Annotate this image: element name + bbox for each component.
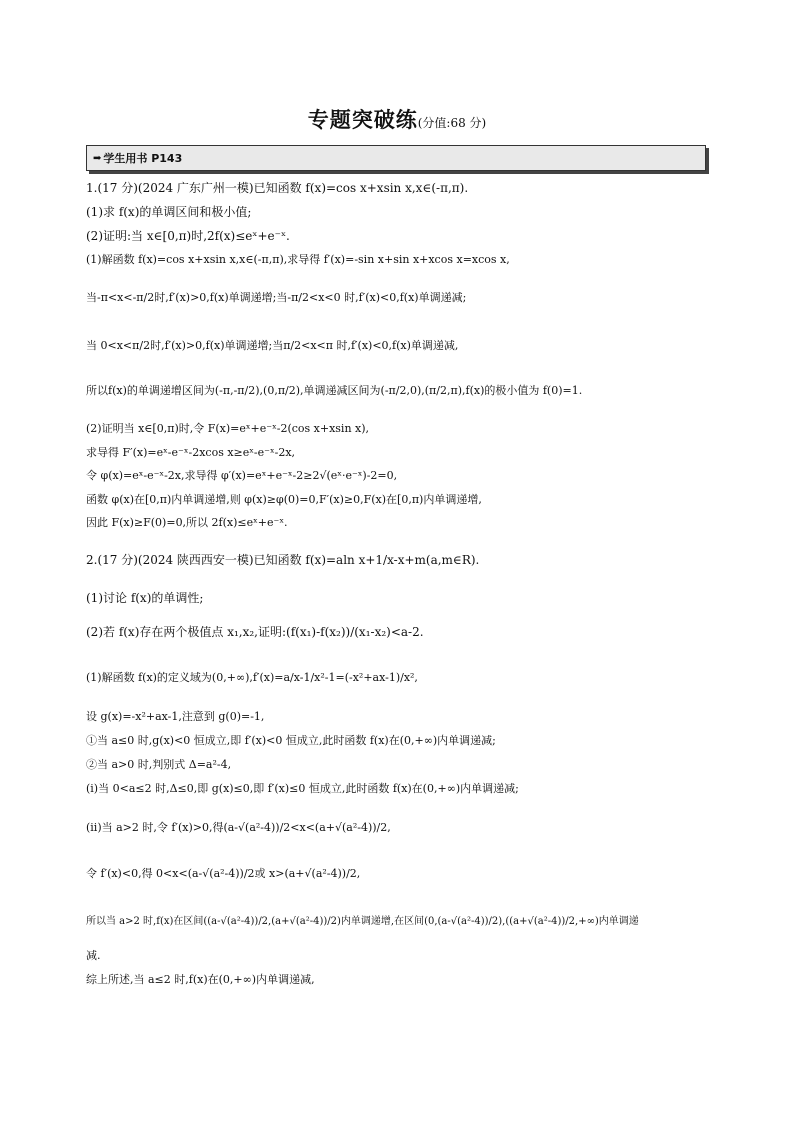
arrow-icon: ➡ [93,152,102,164]
q1-sol1: (1)解函数 f(x)=cos x+xsin x,x∈(-π,π),求导得 f′(x)=-sin x+sin x+xcos x=xcos x, [86,253,510,266]
title-score: (分值:68 分) [417,116,487,130]
q2-sol8: 所以当 a>2 时,f(x)在区间((a-√(a²-4))/2,(a+√(a²-4))/2)内单调递增,在区间(0,(a-√(a²-4))/2),((a+√(a²-4))/2,+∞)内单调递 [86,916,639,927]
q2-sol8b: 减. [86,949,101,962]
q2-stem: 2.(17 分)(2024 陕西西安一模)已知函数 f(x)=aln x+1/x-x+m(a,m∈R). [86,553,480,567]
q1-sol7: 令 φ(x)=eˣ-e⁻ˣ-2x,求导得 φ′(x)=eˣ+e⁻ˣ-2≥2√(eˣ·e⁻ˣ)-2=0, [86,469,398,482]
q1-sol5: (2)证明当 x∈[0,π)时,令 F(x)=eˣ+e⁻ˣ-2(cos x+xsin x), [86,422,370,435]
q2-sol6: (ⅱ)当 a>2 时,令 f′(x)>0,得(a-√(a²-4))/2<x<(a+√(a²-4))/2, [86,821,391,834]
q1-part2: (2)证明:当 x∈[0,π)时,2f(x)≤eˣ+e⁻ˣ. [86,229,290,243]
q1-sol9: 因此 F(x)≥F(0)=0,所以 2f(x)≤eˣ+e⁻ˣ. [86,516,288,529]
q2-sol9: 综上所述,当 a≤2 时,f(x)在(0,+∞)内单调递减, [86,973,315,986]
q2-sol7: 令 f′(x)<0,得 0<x<(a-√(a²-4))/2或 x>(a+√(a²-4))/2, [86,867,361,880]
q1-stem: 1.(17 分)(2024 广东广州一模)已知函数 f(x)=cos x+xsin x,x∈(-π,π). [86,181,469,195]
q2-sol3: ①当 a≤0 时,g(x)<0 恒成立,即 f′(x)<0 恒成立,此时函数 f(x)在(0,+∞)内单调递减; [86,734,496,747]
header-bar [86,145,706,171]
q2-part2: (2)若 f(x)存在两个极值点 x₁,x₂,证明:(f(x₁)-f(x₂))/(x₁-x₂)<a-2. [86,625,424,639]
q1-sol4: 所以f(x)的单调递增区间为(-π,-π/2),(0,π/2),单调递减区间为(-π/2,0),(π/2,π),f(x)的极小值为 f(0)=1. [86,384,583,397]
q2-part1: (1)讨论 f(x)的单调性; [86,591,204,605]
q1-sol2: 当-π<x<-π/2时,f′(x)>0,f(x)单调递增;当-π/2<x<0 时,f′(x)<0,f(x)单调递减; [86,291,467,304]
q2-sol5: (ⅰ)当 0<a≤2 时,Δ≤0,即 g(x)≤0,即 f′(x)≤0 恒成立,此时函数 f(x)在(0,+∞)内单调递减; [86,782,519,795]
q1-sol8: 函数 φ(x)在[0,π)内单调递增,则 φ(x)≥φ(0)=0,F′(x)≥0,F(x)在[0,π)内单调递增, [86,493,482,506]
page-title [0,104,794,134]
q2-sol4: ②当 a>0 时,判别式 Δ=a²-4, [86,758,232,771]
q1-sol3: 当 0<x<π/2时,f′(x)>0,f(x)单调递增;当π/2<x<π 时,f′(x)<0,f(x)单调递减, [86,339,459,352]
q2-sol2: 设 g(x)=-x²+ax-1,注意到 g(0)=-1, [86,710,265,723]
q2-sol1: (1)解函数 f(x)的定义域为(0,+∞),f′(x)=a/x-1/x²-1=(-x²+ax-1)/x², [86,671,418,684]
header-bar-label: 学生用书 P143 [103,152,183,165]
q1-part1: (1)求 f(x)的单调区间和极小值; [86,205,252,219]
q1-sol6: 求导得 F′(x)=eˣ-e⁻ˣ-2xcos x≥eˣ-e⁻ˣ-2x, [86,446,296,459]
title-main: 专题突破练 [307,108,418,132]
